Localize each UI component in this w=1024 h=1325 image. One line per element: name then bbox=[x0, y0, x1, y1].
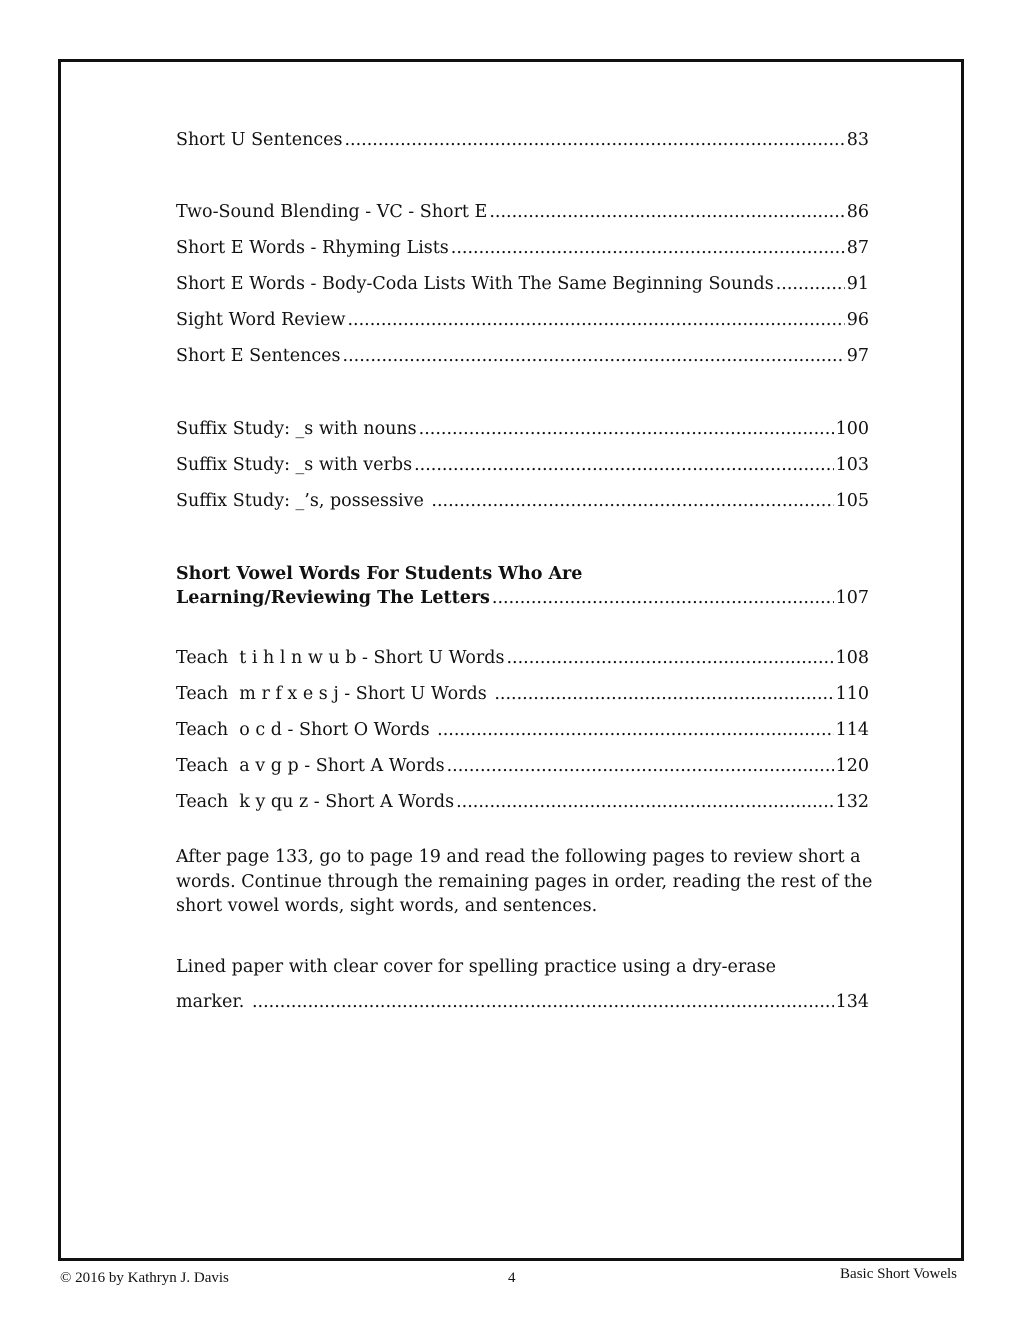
toc-entry[interactable] bbox=[176, 236, 869, 260]
toc-entry[interactable] bbox=[176, 990, 869, 1014]
dot-leader bbox=[492, 586, 834, 610]
toc-entry-label: Suffix Study: _s with nouns bbox=[176, 419, 417, 439]
toc-entry-label: marker. bbox=[176, 992, 250, 1012]
dot-leader bbox=[419, 417, 834, 441]
dot-leader bbox=[451, 236, 845, 260]
note-paragraph: After page 133, go to page 19 and read the following pages to review short a words. Continue through the remaining pages in order, reading the rest of the short vowel words, sight words, and sentences. bbox=[176, 847, 873, 916]
toc-entry-label: Suffix Study: _’s, possessive bbox=[176, 491, 430, 511]
toc-entry[interactable] bbox=[176, 308, 869, 332]
toc-entry-page: 134 bbox=[835, 992, 869, 1012]
dot-leader bbox=[343, 344, 845, 368]
toc-entry-page: 87 bbox=[846, 238, 869, 258]
toc-entry-page: 120 bbox=[835, 756, 869, 776]
toc-entry-page: 86 bbox=[846, 202, 869, 222]
dot-leader bbox=[506, 646, 833, 670]
toc-entry-page: 105 bbox=[835, 491, 869, 511]
toc-entry-label: Teach m r f x e s j - Short U Words bbox=[176, 684, 493, 704]
toc-entry[interactable] bbox=[176, 344, 869, 368]
toc-entry-label: Two-Sound Blending - VC - Short E bbox=[176, 202, 488, 222]
dot-leader bbox=[437, 718, 833, 742]
toc-entry-page: 132 bbox=[835, 792, 869, 812]
section-heading-entry[interactable] bbox=[176, 586, 869, 610]
toc-entry-label: Short U Sentences bbox=[176, 130, 343, 150]
toc-entry[interactable] bbox=[176, 200, 869, 224]
dot-leader bbox=[252, 990, 834, 1014]
toc-entry[interactable] bbox=[176, 489, 869, 513]
toc-entry-label: Learning/Reviewing The Letters bbox=[176, 588, 490, 608]
toc-entry-page: 108 bbox=[835, 648, 869, 668]
toc-entry-page: 97 bbox=[846, 346, 869, 366]
toc-entry-page: 96 bbox=[846, 310, 869, 330]
toc-entry-page: 91 bbox=[846, 274, 869, 294]
toc-entry-label: Short E Words - Rhyming Lists bbox=[176, 238, 449, 258]
footer-book-title: Basic Short Vowels bbox=[840, 1266, 957, 1282]
toc-entry[interactable] bbox=[176, 417, 869, 441]
toc-entry-label: Teach k y qu z - Short A Words bbox=[176, 792, 455, 812]
footer-page-number: 4 bbox=[508, 1270, 516, 1286]
dot-leader bbox=[344, 128, 844, 152]
toc-entry-label: Teach o c d - Short O Words bbox=[176, 720, 436, 740]
toc-entry-page: 100 bbox=[835, 419, 869, 439]
toc-entry-page: 110 bbox=[835, 684, 869, 704]
toc-entry[interactable] bbox=[176, 453, 869, 477]
toc-entry-label: Sight Word Review bbox=[176, 310, 346, 330]
dot-leader bbox=[494, 682, 833, 706]
lined-paper-line1: Lined paper with clear cover for spelling practice using a dry-erase bbox=[176, 957, 776, 977]
toc-entry[interactable] bbox=[176, 754, 869, 778]
dot-leader bbox=[447, 754, 834, 778]
toc-entry[interactable] bbox=[176, 272, 869, 296]
dot-leader bbox=[776, 272, 845, 296]
dot-leader bbox=[347, 308, 844, 332]
toc-entry-label: Teach a v g p - Short A Words bbox=[176, 756, 445, 776]
toc-entry-label: Short E Sentences bbox=[176, 346, 341, 366]
toc-entry[interactable] bbox=[176, 790, 869, 814]
section-heading: Short Vowel Words For Students Who Are bbox=[176, 564, 583, 584]
toc-entry-page: 114 bbox=[835, 720, 869, 740]
dot-leader bbox=[489, 200, 844, 224]
dot-leader bbox=[414, 453, 834, 477]
toc-entry-label: Teach t i h l n w u b - Short U Words bbox=[176, 648, 505, 668]
toc-entry[interactable] bbox=[176, 718, 869, 742]
toc-entry-label: Suffix Study: _s with verbs bbox=[176, 455, 413, 475]
toc-entry-page: 107 bbox=[835, 588, 869, 608]
dot-leader bbox=[456, 790, 834, 814]
toc-entry-page: 103 bbox=[835, 455, 869, 475]
toc-entry-page: 83 bbox=[846, 130, 869, 150]
toc-entry[interactable] bbox=[176, 646, 869, 670]
toc-entry-label: Short E Words - Body-Coda Lists With The Same Beginning Sounds bbox=[176, 274, 774, 294]
toc-entry[interactable] bbox=[176, 682, 869, 706]
toc-entry[interactable] bbox=[176, 128, 869, 152]
dot-leader bbox=[431, 489, 833, 513]
footer-copyright: © 2016 by Kathryn J. Davis bbox=[60, 1270, 229, 1286]
